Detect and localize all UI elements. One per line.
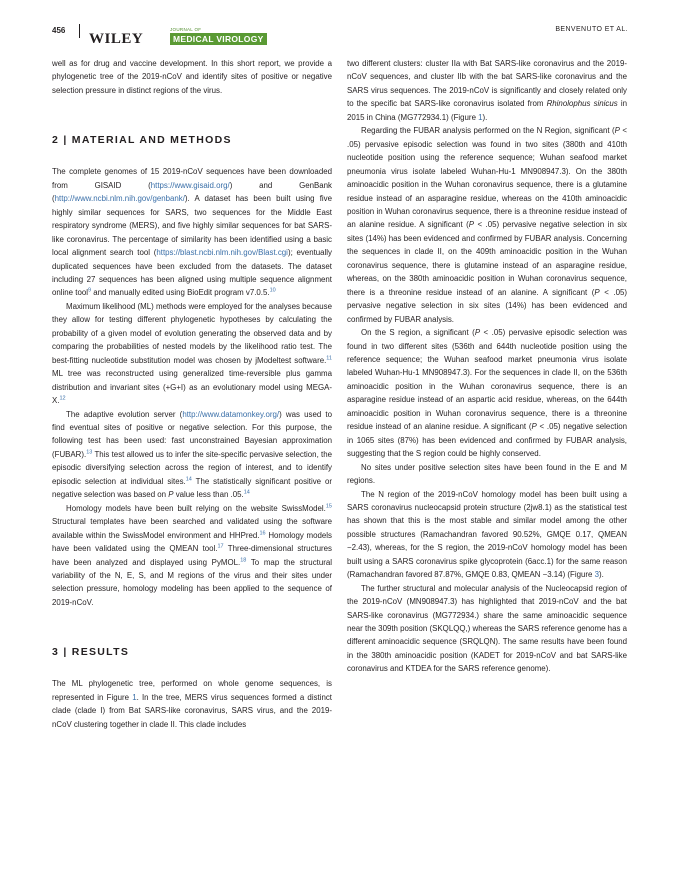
right-column — [347, 57, 627, 676]
results-paragraph-6: The further structural and molecular analysis of the Nucleocapsid region of the 2019-nCoV (MN908947.3) has highlighted that 2019-nCoV and the bat SARS-like coronavirus (MG772934.) share the same aminoacidic sequence near the 309th position (SKQLQQ,) whereas the SARS reference genome has a different aminoacidic sequence (SRQLQN). The same results have been found in the 380th aminoacidic position (KADET for 2019-nCoV and bat SARS-like coronavirus and KTDEA for the SARS reference genome). — [347, 583, 627, 674]
header-divider — [79, 24, 80, 38]
figure-3-link[interactable]: 3 — [594, 570, 599, 580]
datamonkey-link[interactable]: http://www.datamonkey.org/ — [182, 409, 280, 419]
figure-1-link-2[interactable]: 1 — [478, 112, 483, 122]
gisaid-link[interactable]: https://www.gisaid.org/ — [150, 180, 230, 190]
citation-10[interactable]: 10 — [269, 287, 276, 294]
blast-link[interactable]: https://blast.ncbi.nlm.nih.gov/Blast.cgi — [156, 248, 288, 258]
citation-18[interactable]: 18 — [240, 556, 247, 563]
citation-14b[interactable]: 14 — [243, 489, 250, 496]
methods-paragraph-1: The complete genomes of 15 2019-nCoV sequences have been downloaded from GISAID (https://www.gisaid.org/) and GenBank (http://www.ncbi.nlm.nih.gov/genbank/). A dataset has been built using five highly similar sequences for SARS, two sequences for the Middle East respiratory syndrome (MERS), and five highly similar sequences for bat SARS-like coronavirus. The percentage of similarity has been identified using a basic local alignment search tool (https://blast.ncbi.nlm.nih.gov/Blast.cgi); eventually duplicated sequences have been excluded from the datasets. The dataset including 27 sequences has been aligned using multiple sequence alignment online tool$^9$ and manually edited using BioEdit program v7.0.5.10 — [52, 167, 333, 298]
intro-paragraph-end: well as for drug and vaccine development. In this short report, we provide a phylogenetic tree of the 2019-nCoV and identify sites of positive or negative selection pressure in distinct regions of the virus. — [52, 59, 332, 95]
results-paragraph-4: No sites under positive selection sites have been found in the E and M regions. — [347, 462, 627, 486]
citation-14[interactable]: 14 — [185, 476, 192, 483]
page-header — [52, 24, 628, 46]
figure-1-link[interactable]: 1 — [132, 692, 137, 702]
citation-16[interactable]: 16 — [259, 529, 266, 536]
genbank-link[interactable]: http://www.ncbi.nlm.nih.gov/genbank/ — [54, 194, 185, 204]
citation-13[interactable]: 13 — [86, 449, 93, 456]
results-paragraph-3: On the S region, a significant (P < .05) pervasive episodic selection was found in two different sites (536th and 644th nucleotide position using the reference sequence; the Wuhan seafood market pneumonia virus isolate labeled Wuhan-Hu-1 MN908947.3). For the sequences in clade II, on the 536th aminoacidic position in the Wuhan coronavirus sequence, there is an asparagine residue instead of an aspartic acid residue, whereas, on the 644th aminoacidic position in Wuhan coronavirus sequence, there is a threonine residue instead of an alanine residue. A significant (P < .05) negative selection in 1065 sites (87%) has been evidenced and confirmed by FUBAR analysis, suggesting that the S region could be highly conserved. — [347, 328, 627, 459]
publisher-logo: WILEY — [89, 31, 144, 47]
results-paragraph-1-cont: two different clusters: cluster IIa with Bat SARS-like coronavirus and the 2019-nCoV sequences, and cluster IIb with the bat SARS-like coronavirus and the SARS virus sequences. The 2019-nCoV is significantly and closely related only to the specific bat SARS-like coronavirus isolated from Rhinolophus sinicus in 2015 in China (MG772934.1) (Figure 1). — [347, 59, 627, 122]
methods-paragraph-3: The adaptive evolution server (http://www.datamonkey.org/) was used to find eventual sites of positive or negative selection. For this purpose, the following test has been used: fast unconstrained Bayesian approximation (FUBAR).$^{13}$ This test allowed us to infer the site-specific pervasive selection, the episodic diversifying selection across the region of interest, and to identify episodic selection at individual sites.$^{14}$ The statistically significant positive or negative selection was based on P value less than .05.14 — [52, 409, 332, 500]
journal-logo — [170, 27, 267, 45]
methods-heading: 2 | MATERIAL AND METHODS — [52, 134, 232, 147]
methods-paragraph-4: Homology models have been built relying on the website SwissModel.$^{15}$ Structural templates have been searched and validated using the software available within the SwissModel environment and HHPred.$^{16}$ Homology models have been validated using the QMEAN tool.$^{17}$ Three-dimensional structures have been analyzed and displayed using PyMOL.$^{18}$ To map the structural variability of the N, E, S, and M regions of the virus and their sites under selection pressure, homology modeling has been applied to the sequence of 2019-nCoV. — [52, 503, 332, 607]
citation-9[interactable]: 9 — [87, 287, 92, 294]
results-paragraph-2: Regarding the FUBAR analysis performed on the N Region, significant (P < .05) pervasive episodic selection was found in two sites (380th and 410th nucleotide position using the reference sequence; Wuhan seafood market pneumonia virus isolate labeled Wuhan-Hu-1 MN908947.3). On the 380th aminoacidic position in the Wuhan coronavirus sequence, there is a glutamine residue instead of an asparagine residue, whereas on the 410th aminoacidic position in Wuhan coronavirus sequence, there is a threonine residue instead of an alanine residue. A significant (P < .05) pervasive negative selection in six sites (14%) has been evidenced and confirmed by FUBAR analysis. Concerning the sequences in clade II, on the 409th aminoacidic position in the Wuhan coronavirus sequence, there is glutamine instead of an asparagine residue, whereas, on the 380th aminoacidic position in Wuhan coronavirus sequence, there is a threonine residue instead of an alanine. A significant (P < .05) pervasive negative selection in six sites (14%) has been evidenced and confirmed by FUBAR analysis. — [347, 126, 627, 324]
journal-prefix: JOURNAL OF — [170, 27, 202, 32]
citation-11[interactable]: 11 — [326, 355, 332, 362]
running-head: BENVENUTO ET AL. — [555, 26, 628, 33]
citation-15[interactable]: 15 — [325, 503, 332, 510]
methods-paragraph-2: Maximum likelihood (ML) methods were employed for the analyses because they allow for testing different phylogenetic hypotheses by calculating the probability of a given model of evolution generating the observed data and by comparing the probabilities of nested models by the likelihood ratio test. The best-fitting nucleotide substitution model was chosen by jModeltest software.$^{11}$ ML tree was reconstructed using generalized time-reversible plus gamma distribution and invariant sites (+G+I) as an evolutionary model using MEGA-X.$^{12}$ — [52, 301, 332, 406]
citation-12[interactable]: 12 — [59, 395, 66, 402]
results-paragraph-5: The N region of the 2019-nCoV homology model has been built using a SARS coronavirus nucleocapsid protein structure (2jw8.1) as the statistical test has shown that this is the most stable and similar model among the other possible structures (Ramachandran favored 90.52%, GMQE 0.17, QMEAN −2.43), whereas, for the S region, the 2019-nCoV homology model has been built using a SARS coronavirus spike glycoprotein (6acc.1) for the same reason (Ramachandran favored 87.87%, GMQE 0.83, QMEAN −3.14) (Figure 3). — [347, 489, 627, 580]
left-column — [52, 57, 332, 731]
results-paragraph-1: The ML phylogenetic tree, performed on whole genome sequences, is represented in Figure 1. In the tree, MERS virus sequences formed a distinct clade (clade I) from Bat SARS-like coronavirus, SARS virus, and the 2019-nCoV clustering together in clade II. This clade includes — [52, 679, 332, 729]
page-number: 456 — [52, 26, 66, 35]
journal-name: MEDICAL VIROLOGY — [170, 33, 267, 45]
results-heading: 3 | RESULTS — [52, 646, 130, 659]
citation-17[interactable]: 17 — [217, 543, 224, 550]
